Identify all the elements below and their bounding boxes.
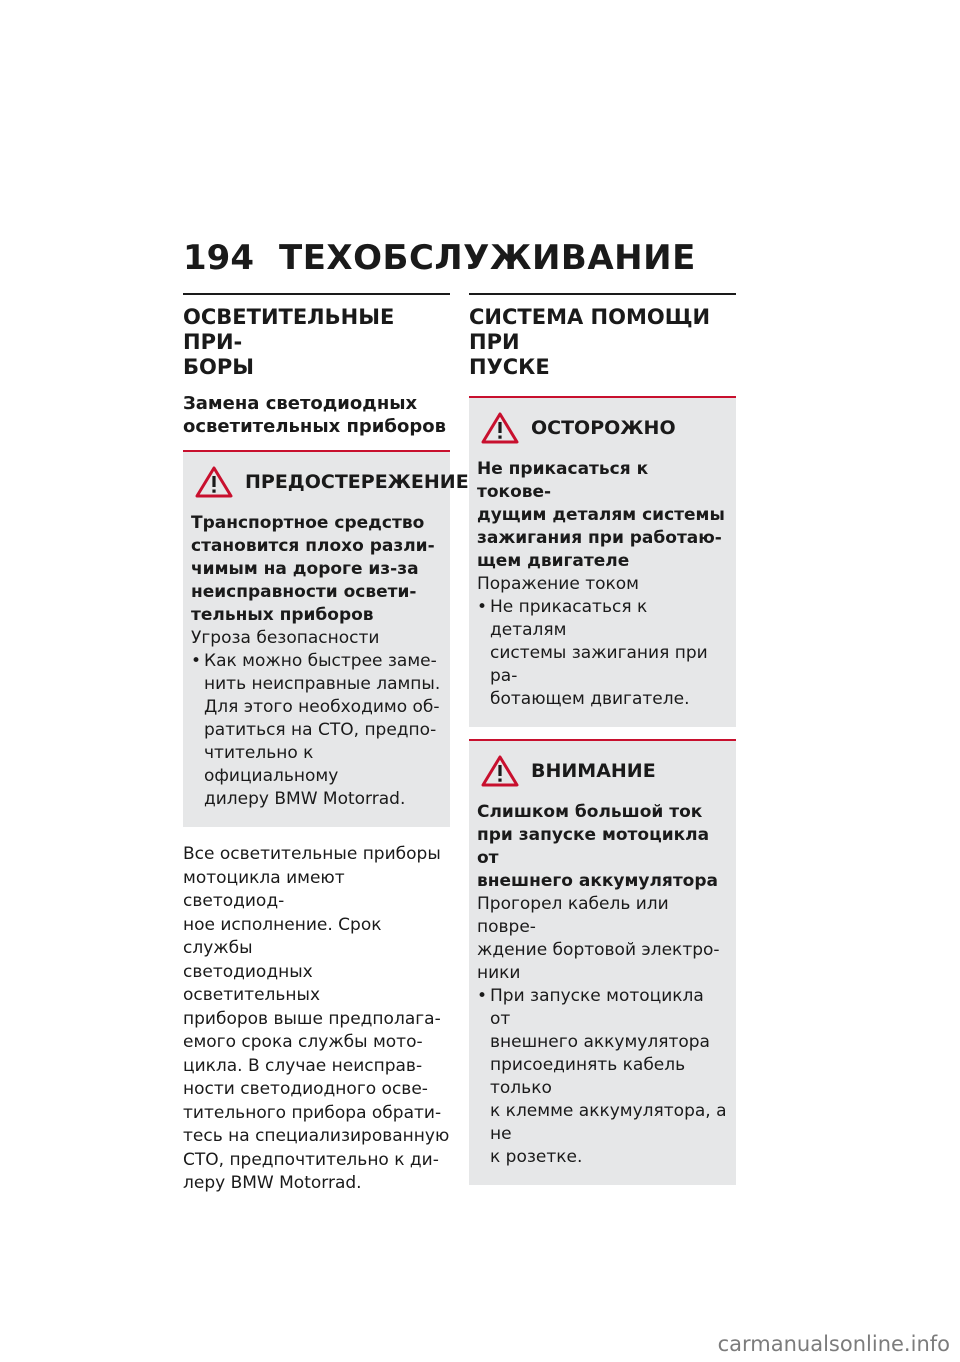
section-title-lighting: ОСВЕТИТЕЛЬНЫЕ ПРИ- БОРЫ: [183, 305, 395, 379]
warning-triangle-icon: [481, 755, 519, 787]
warning-bullet: [477, 985, 728, 1169]
warning-title: Транспортное средство становится плохо разли- чимым на дороге из-за неисправности освети- тельных приборов: [191, 513, 435, 625]
warning-cause: Угроза безопасности: [191, 628, 380, 648]
chapter-title: ТЕХОБСЛУЖИВАНИЕ: [279, 238, 696, 278]
bullet-dot: •: [477, 597, 488, 617]
warning-label: ВНИМАНИЕ: [531, 760, 656, 782]
left-column: [183, 293, 469, 1196]
warning-header: [191, 466, 469, 498]
warning-bullet: [191, 650, 442, 811]
warning-cause: Поражение током: [477, 574, 639, 594]
warning-box-danger: [183, 450, 469, 827]
warning-bullet-text: Не прикасаться к деталям системы зажигания при ра- ботающем двигателе.: [490, 597, 708, 709]
subsection-title-led-replacement: Замена светодиодных осветительных приборов: [183, 393, 446, 437]
body-paragraph: Все осветительные приборы мотоцикла имеют светодиод- ное исполнение. Срок службы светодиодных осветительных приборов выше предполага- емого срока службы мото- цикла. В случае неисправ- ности светодиодного осве- тительного прибора обрати- тесь на специализированную СТО, предпочтительно к ди- леру BMW Motorrad.: [183, 844, 450, 1193]
section-title-jump-start: СИСТЕМА ПОМОЩИ ПРИ ПУСКЕ: [469, 305, 711, 379]
warning-box-caution: [469, 396, 736, 727]
section-rule: [469, 293, 736, 295]
warning-title: Слишком большой ток при запуске мотоцикла от внешнего аккумулятора: [477, 802, 718, 891]
warning-header: [477, 755, 728, 787]
warning-cause: Прогорел кабель или повре- ждение бортовой электро- ники: [477, 894, 720, 983]
warning-header: [477, 412, 728, 444]
warning-triangle-icon: [195, 466, 233, 498]
warning-bullet: [477, 596, 728, 711]
right-column: [469, 293, 736, 1185]
bullet-dot: •: [477, 986, 488, 1006]
warning-triangle-icon: [481, 412, 519, 444]
watermark: carmanualsonline.info: [717, 1332, 950, 1356]
warning-bullet-text: При запуске мотоцикла от внешнего аккумулятора присоединять кабель только к клемме аккумулятора, а не к розетке.: [490, 986, 727, 1167]
warning-label: ПРЕДОСТЕРЕЖЕНИЕ: [245, 471, 469, 493]
warning-bullet-text: Как можно быстрее заме- нить неисправные лампы. Для этого необходимо об- ратиться на СТО, предпо- чтительно к официальному дилеру BMW Motorrad.: [204, 651, 441, 809]
warning-box-attention: [469, 739, 736, 1185]
section-rule: [183, 293, 450, 295]
warning-title: Не прикасаться к токове- дущим деталям системы зажигания при работаю- щем двигателе: [477, 459, 725, 571]
warning-label: ОСТОРОЖНО: [531, 417, 676, 439]
page-number: 194: [183, 238, 254, 278]
bullet-dot: •: [191, 651, 202, 671]
page-header: [183, 238, 743, 282]
